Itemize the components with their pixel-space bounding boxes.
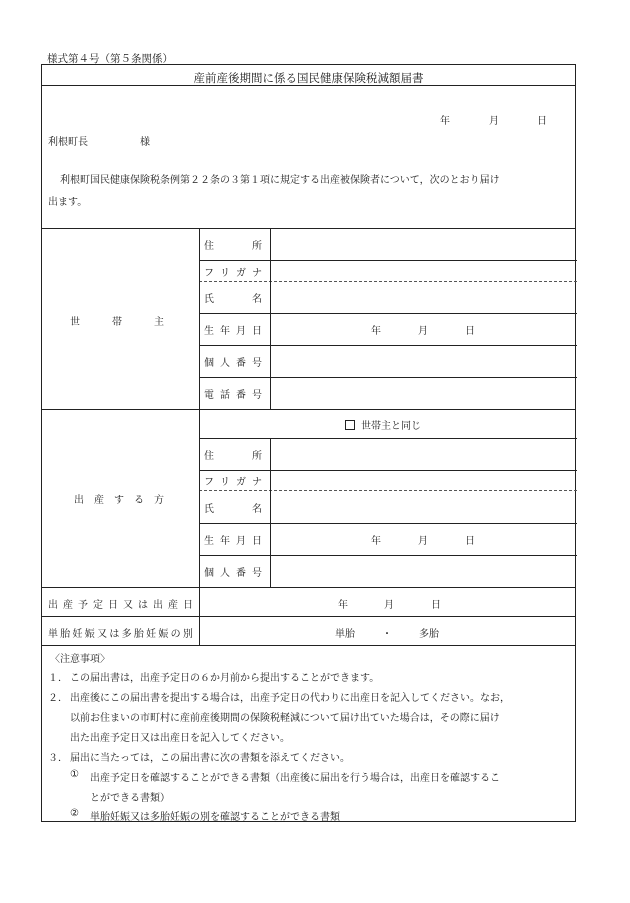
row-divider — [199, 260, 577, 261]
date-year-label: 年 — [440, 116, 450, 127]
row-divider — [199, 438, 577, 439]
section-divider — [42, 587, 575, 588]
column-divider — [270, 228, 271, 409]
pregnancy-type-multiple-option[interactable]: 多胎 — [419, 629, 439, 640]
note-2-text-line-2: 以前お住まいの市町村に産前産後期間の保険税軽減について届け出ていた場合は，その際に届け — [70, 713, 500, 724]
pregnancy-type-single-option[interactable]: 単胎 — [335, 629, 355, 640]
due-date-year: 年 — [338, 600, 348, 611]
note-1-text: この届出書は，出産予定日の６か月前から提出することができます。 — [70, 673, 380, 684]
column-divider — [270, 438, 271, 587]
birth-person-birth-day: 日 — [465, 536, 475, 547]
furigana-dashed-divider — [199, 490, 577, 491]
application-form — [41, 64, 576, 822]
subnote-1-number: ① — [70, 769, 79, 780]
date-day-label: 日 — [537, 116, 547, 127]
table-bottom-border — [42, 645, 575, 646]
title-divider — [42, 85, 575, 86]
column-divider — [199, 587, 200, 645]
note-3-number: ３． — [48, 753, 68, 764]
subnote-1-text-line-1: 出産予定日を確認することができる書類（出産後に届出を行う場合は，出産日を確認するこ — [90, 773, 500, 784]
row-divider — [199, 523, 577, 524]
subnote-2-text: 単胎妊娠又は多胎妊娠の別を確認することができる書類 — [90, 812, 340, 823]
addressee-name: 利根町長 — [48, 137, 88, 148]
due-date-label: 出 産 予 定 日 又 は 出 産 日 — [48, 600, 193, 611]
row-divider — [199, 470, 577, 471]
due-date-day: 日 — [431, 600, 441, 611]
row-divider — [199, 313, 577, 314]
note-2-number: ２． — [48, 693, 68, 704]
householder-address-label: 住 所 — [204, 241, 262, 252]
pregnancy-type-separator: ・ — [382, 629, 392, 640]
householder-id-label: 個 人 番 号 — [204, 358, 262, 369]
form-number-label: 様式第４号（第５条関係） — [47, 53, 173, 65]
note-1-number: １． — [48, 673, 68, 684]
subnote-1-text-line-2: とができる書類） — [90, 793, 170, 804]
same-as-householder-label: 世帯主と同じ — [361, 421, 421, 432]
same-as-householder-option[interactable] — [345, 417, 421, 432]
householder-birth-month: 月 — [418, 326, 428, 337]
notes-heading: 〈注意事項〉 — [50, 654, 110, 665]
row-divider — [42, 616, 575, 617]
form-title: 産前産後期間に係る国民健康保険税減額届書 — [193, 71, 424, 85]
table-top-border — [42, 228, 575, 229]
note-3-text: 届出に当たっては，この届出書に次の書類を添えてください。 — [70, 753, 350, 764]
birth-person-name-label: 氏 名 — [204, 504, 262, 515]
householder-heading: 世 帯 主 — [70, 317, 164, 328]
date-month-label: 月 — [489, 116, 499, 127]
birth-person-id-label: 個 人 番 号 — [204, 568, 262, 579]
intro-line-1: 利根町国民健康保険税条例第２２条の３第１項に規定する出産被保険者について，次のとおり届け — [60, 175, 500, 186]
householder-phone-label: 電 話 番 号 — [204, 390, 262, 401]
note-2-text-line-3: 出た出産予定日又は出産日を記入してください。 — [70, 733, 290, 744]
householder-name-label: 氏 名 — [204, 294, 262, 305]
row-divider — [199, 555, 577, 556]
householder-birth-year: 年 — [371, 326, 381, 337]
addressee-honorific: 様 — [140, 137, 150, 148]
due-date-month: 月 — [384, 600, 394, 611]
birth-person-birth-month: 月 — [418, 536, 428, 547]
householder-birth-day: 日 — [465, 326, 475, 337]
birth-person-heading: 出 産 す る 方 — [74, 495, 164, 506]
row-divider — [199, 377, 577, 378]
subnote-2-number: ② — [70, 808, 79, 819]
householder-furigana-label: フ リ ガ ナ — [204, 268, 262, 279]
birth-person-furigana-label: フ リ ガ ナ — [204, 477, 262, 488]
birth-person-birthdate-label: 生 年 月 日 — [204, 536, 262, 547]
intro-line-2: 出ます。 — [48, 197, 88, 208]
section-divider — [42, 409, 575, 410]
note-2-text-line-1: 出産後にこの届出書を提出する場合は，出産予定日の代わりに出産日を記入してください。なお， — [70, 693, 510, 704]
householder-birthdate-label: 生 年 月 日 — [204, 326, 262, 337]
birth-person-birth-year: 年 — [371, 536, 381, 547]
birth-person-address-label: 住 所 — [204, 451, 262, 462]
column-divider — [199, 228, 200, 587]
row-divider — [199, 345, 577, 346]
pregnancy-type-label: 単 胎 妊 娠 又 は 多 胎 妊 娠 の 別 — [48, 629, 193, 640]
furigana-dashed-divider — [199, 281, 577, 282]
same-as-householder-checkbox[interactable] — [345, 420, 355, 430]
